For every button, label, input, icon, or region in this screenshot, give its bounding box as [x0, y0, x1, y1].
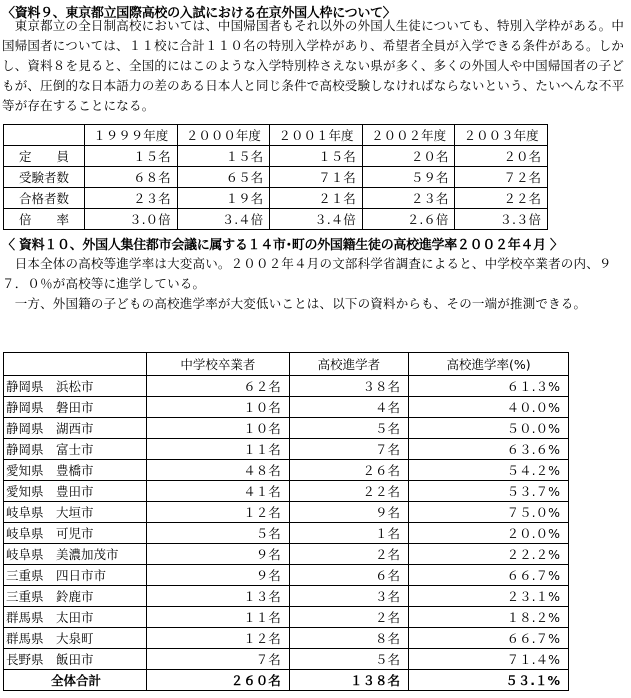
city-name: 岐阜県 大垣市: [4, 502, 147, 523]
column-header: 高校進学者: [289, 353, 408, 376]
table-row: [4, 188, 548, 209]
graduates-cell: ９名: [147, 565, 290, 586]
section9-title: 〈資料９、東京都立国際高校の入試における在京外国人枠について〉: [2, 6, 396, 21]
table-cell: ３.４倍: [270, 209, 363, 230]
table-header-row: [4, 353, 569, 376]
table-cell: ６５名: [177, 167, 270, 188]
table-cell: ３.０倍: [85, 209, 178, 230]
graduates-cell: ４８名: [147, 460, 290, 481]
table-row: [4, 607, 569, 628]
table-row: [4, 502, 569, 523]
table-row: [4, 565, 569, 586]
entrants-cell: ２２名: [289, 481, 408, 502]
city-name: 三重県 鈴鹿市: [4, 586, 147, 607]
entrants-cell: ３名: [289, 586, 408, 607]
year-header: ２０００年度: [177, 125, 270, 146]
entrants-cell: １名: [289, 523, 408, 544]
city-name: 静岡県 浜松市: [4, 376, 147, 397]
city-name: 岐阜県 可児市: [4, 523, 147, 544]
city-name: 長野県 飯田市: [4, 649, 147, 670]
total-row: [4, 670, 569, 691]
year-header: ２００２年度: [362, 125, 455, 146]
entrants-cell: ５名: [289, 418, 408, 439]
table-cell: ２０名: [455, 146, 548, 167]
section9-paragraph: 東京都立の全日制高校においては、中国帰国者もそれ以外の外国人生徒についても、特別入学枠がある。中国帰国者については、１１校に合計１１０名の特別入学枠があり、希望者全員が入学できる条件がある。しかし、資料８を見ると、全国的にはこのような入学特別枠さえない県が多く、多くの外国人や中国帰国者の子どもが、圧倒的な日本語力の差のある日本人と同じ条件で高校受験しなければならないという、たいへんな不平等が存在することになる。: [2, 18, 625, 113]
city-name: 静岡県 磐田市: [4, 397, 147, 418]
city-name: 群馬県 大泉町: [4, 628, 147, 649]
column-header: 中学校卒業者: [147, 353, 290, 376]
table-cell: ７２名: [455, 167, 548, 188]
table-row: [4, 167, 548, 188]
section10-paragraph-1: 日本全体の高校等進学率は大変高い。２００２年４月の文部科学省調査によると、中学校卒業者の内、９７．０％が高校等に進学している。: [2, 256, 612, 291]
graduates-cell: １３名: [147, 586, 290, 607]
entrants-cell: ８名: [289, 628, 408, 649]
table-row: [4, 460, 569, 481]
entrants-cell: ３８名: [289, 376, 408, 397]
row-label: 受験者数: [4, 167, 85, 188]
rate-cell: ６１.３%: [409, 376, 569, 397]
rate-cell: ６６.７%: [409, 565, 569, 586]
city-name: 群馬県 太田市: [4, 607, 147, 628]
row-label: 合格者数: [4, 188, 85, 209]
city-name: 静岡県 湖西市: [4, 418, 147, 439]
entrants-cell: ５名: [289, 649, 408, 670]
table-row: [4, 376, 569, 397]
graduates-cell: １１名: [147, 439, 290, 460]
graduates-cell: １１名: [147, 607, 290, 628]
table-cell: ２１名: [270, 188, 363, 209]
table-row: [4, 628, 569, 649]
table-corner-cell: [4, 125, 85, 146]
rate-cell: ６６.７%: [409, 628, 569, 649]
graduates-cell: ６２名: [147, 376, 290, 397]
rate-cell: ５０.０%: [409, 418, 569, 439]
table-row: [4, 586, 569, 607]
table-cell: ２０名: [362, 146, 455, 167]
row-label: 定 員: [4, 146, 85, 167]
rate-cell: ２３.１%: [409, 586, 569, 607]
city-name: 三重県 四日市市: [4, 565, 147, 586]
table-row: [4, 439, 569, 460]
year-header: ２００１年度: [270, 125, 363, 146]
table-row: [4, 146, 548, 167]
table-cell: ２.６倍: [362, 209, 455, 230]
graduates-cell: ５名: [147, 523, 290, 544]
table-row: [4, 481, 569, 502]
city-name: 岐阜県 美濃加茂市: [4, 544, 147, 565]
section10-paragraph-2: 一方、外国籍の子どもの高校進学率が大変低いことは、以下の資料からも、その一端が推測できる。: [2, 296, 587, 311]
table-cell: １９名: [177, 188, 270, 209]
entrants-cell: ９名: [289, 502, 408, 523]
rate-cell: ４０.０%: [409, 397, 569, 418]
table-cell: ６８名: [85, 167, 178, 188]
entrants-cell: ６名: [289, 565, 408, 586]
admissions-table: [3, 124, 548, 230]
table-cell: ２２名: [455, 188, 548, 209]
entrants-cell: ２名: [289, 544, 408, 565]
table-cell: ２３名: [362, 188, 455, 209]
graduates-cell: ７名: [147, 649, 290, 670]
entrants-cell: ２６名: [289, 460, 408, 481]
row-label: 倍 率: [4, 209, 85, 230]
advancement-rate-table: [3, 352, 569, 691]
table-row: [4, 397, 569, 418]
city-name: 愛知県 豊橋市: [4, 460, 147, 481]
total-city-name: 全体合計: [4, 670, 147, 691]
table-cell: １５名: [177, 146, 270, 167]
graduates-cell: ９名: [147, 544, 290, 565]
table-row: [4, 523, 569, 544]
rate-cell: １８.２%: [409, 607, 569, 628]
rate-cell: ２２.２%: [409, 544, 569, 565]
entrants-cell: ２名: [289, 607, 408, 628]
city-name: 愛知県 豊田市: [4, 481, 147, 502]
year-header: １９９９年度: [85, 125, 178, 146]
entrants-cell: ４名: [289, 397, 408, 418]
table-body: [4, 376, 569, 691]
graduates-cell: ４１名: [147, 481, 290, 502]
graduates-cell: １２名: [147, 502, 290, 523]
rate-cell: ７５.０%: [409, 502, 569, 523]
graduates-cell: １０名: [147, 418, 290, 439]
section10-title: 〈 資料１０、外国人集住都市会議に属する１４市･町の外国籍生徒の高校進学率２００２年４月 〉: [2, 238, 563, 253]
table-cell: ７１名: [270, 167, 363, 188]
column-header: 高校進学率(%): [409, 353, 569, 376]
table-cell: ５９名: [362, 167, 455, 188]
table-row: [4, 649, 569, 670]
total-entrants-cell: １３８名: [289, 670, 408, 691]
table-cell: ３.３倍: [455, 209, 548, 230]
table-cell: １５名: [85, 146, 178, 167]
rate-cell: ７１.４%: [409, 649, 569, 670]
rate-cell: ２０.０%: [409, 523, 569, 544]
total-rate-cell: ５３.１%: [409, 670, 569, 691]
table-cell: ２３名: [85, 188, 178, 209]
rate-cell: ５４.２%: [409, 460, 569, 481]
column-header: [4, 353, 147, 376]
table-row: [4, 209, 548, 230]
graduates-cell: １２名: [147, 628, 290, 649]
year-header: ２００３年度: [455, 125, 548, 146]
table-row: [4, 544, 569, 565]
table-cell: ３.４倍: [177, 209, 270, 230]
total-graduates-cell: ２６０名: [147, 670, 290, 691]
graduates-cell: １０名: [147, 397, 290, 418]
table-cell: １５名: [270, 146, 363, 167]
rate-cell: ５３.７%: [409, 481, 569, 502]
table-header-row: [4, 125, 548, 146]
city-name: 静岡県 富士市: [4, 439, 147, 460]
entrants-cell: ７名: [289, 439, 408, 460]
table-row: [4, 418, 569, 439]
rate-cell: ６３.６%: [409, 439, 569, 460]
